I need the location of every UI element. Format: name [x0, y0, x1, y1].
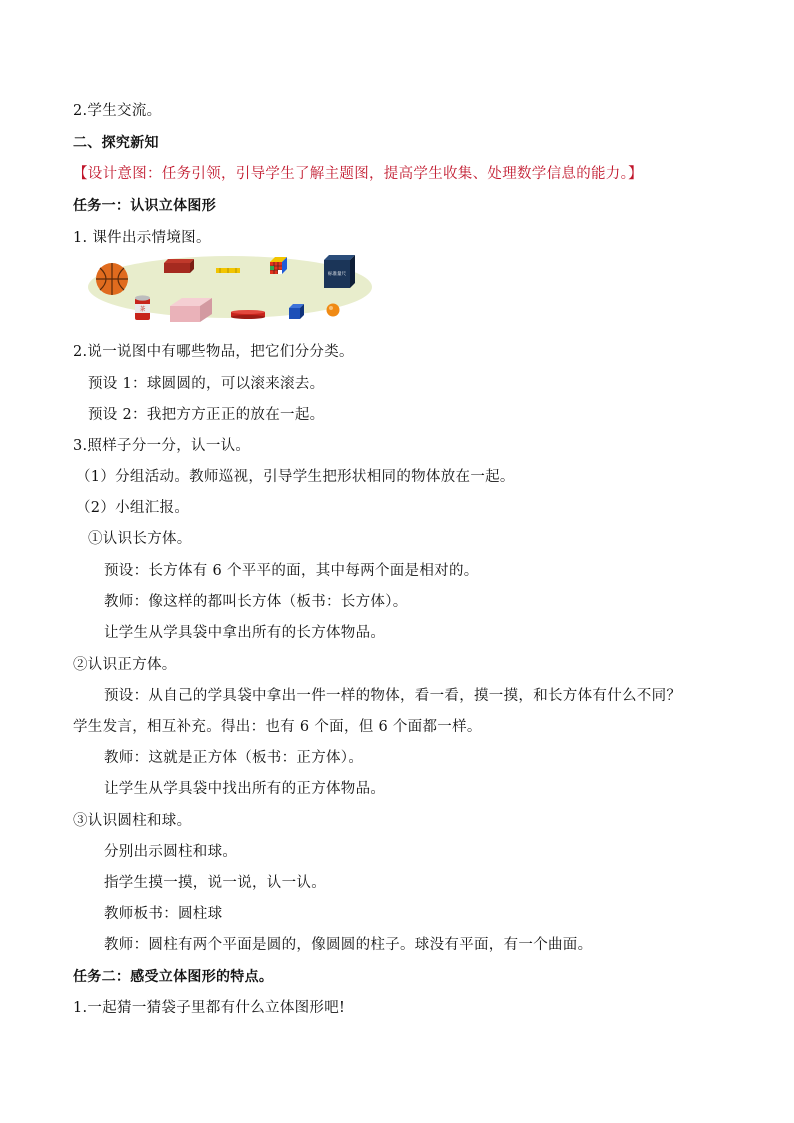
- line-cylinder-sphere-heading: ③认识圆柱和球。: [73, 813, 192, 829]
- line-cuboid-heading: ①认识长方体。: [88, 531, 192, 547]
- flat-cylinder-icon: [231, 310, 265, 319]
- line-board-writing: 教师板书：圆柱球: [104, 906, 223, 922]
- yellow-stick-icon: [216, 268, 240, 273]
- blue-cube-icon: [289, 304, 304, 319]
- line-show-cylinder-sphere: 分别出示圆柱和球。: [104, 844, 238, 860]
- line-cube-discussion: 学生发言，相互补充。得出：也有 6 个面，但 6 个面都一样。: [73, 719, 482, 735]
- line-cube-task: 让学生从学具袋中找出所有的正方体物品。: [104, 781, 386, 797]
- rubiks-cube-icon: [270, 257, 287, 274]
- orange-ball-icon: [327, 304, 340, 317]
- line-cube-teacher: 教师：这就是正方体（板书：正方体）。: [104, 750, 364, 766]
- line-group-activity: （1）分组活动。教师巡视，引导学生把形状相同的物体放在一起。: [76, 469, 515, 485]
- line-cuboid-teacher: 教师：像这样的都叫长方体（板书：长方体）。: [104, 594, 408, 610]
- line-cuboid-preset: 预设：长方体有 6 个平平的面，其中每两个面是相对的。: [104, 563, 479, 579]
- dark-box-icon: [324, 255, 355, 288]
- line-guess-bag: 1.一起猜一猜袋子里都有什么立体图形吧!: [73, 1000, 346, 1016]
- line-touch-and-talk: 指学生摸一摸，说一说，认一认。: [104, 875, 326, 891]
- dark-box-label: 标准量尺: [328, 272, 346, 277]
- line-cube-heading: ②认识正方体。: [73, 657, 177, 673]
- task-one-heading: 任务一：认识立体图形: [73, 198, 216, 214]
- line-student-exchange: 2.学生交流。: [73, 103, 162, 119]
- line-cylinder-sphere-teacher: 教师：圆柱有两个平面是圆的，像圆圆的柱子。球没有平面，有一个曲面。: [104, 937, 593, 953]
- line-cube-preset: 预设：从自己的学具袋中拿出一件一样的物体，看一看，摸一摸，和长方体有什么不同？: [104, 688, 682, 704]
- tea-can-label: 茶: [139, 306, 146, 313]
- line-preset-2: 预设 2：我把方方正正的放在一起。: [88, 407, 325, 423]
- basketball-icon: [96, 263, 128, 295]
- line-classify-items: 2.说一说图中有哪些物品，把它们分分类。: [73, 344, 354, 360]
- design-intent-note: 【设计意图：任务引领，引导学生了解主题图，提高学生收集、处理数学信息的能力。】: [73, 166, 643, 182]
- line-show-scene: 1. 课件出示情境图。: [73, 230, 211, 246]
- task-two-heading: 任务二：感受立体图形的特点。: [73, 969, 274, 985]
- line-group-report: （2）小组汇报。: [76, 500, 190, 516]
- tea-can-icon: [135, 295, 150, 320]
- scene-image: [88, 252, 372, 332]
- section-heading-explore: 二、探究新知: [73, 135, 159, 151]
- red-box-icon: [164, 259, 194, 273]
- line-preset-1: 预设 1：球圆圆的，可以滚来滚去。: [88, 376, 325, 392]
- line-sort-and-recognize: 3.照样子分一分，认一认。: [73, 438, 251, 454]
- line-cuboid-task: 让学生从学具袋中拿出所有的长方体物品。: [104, 625, 386, 641]
